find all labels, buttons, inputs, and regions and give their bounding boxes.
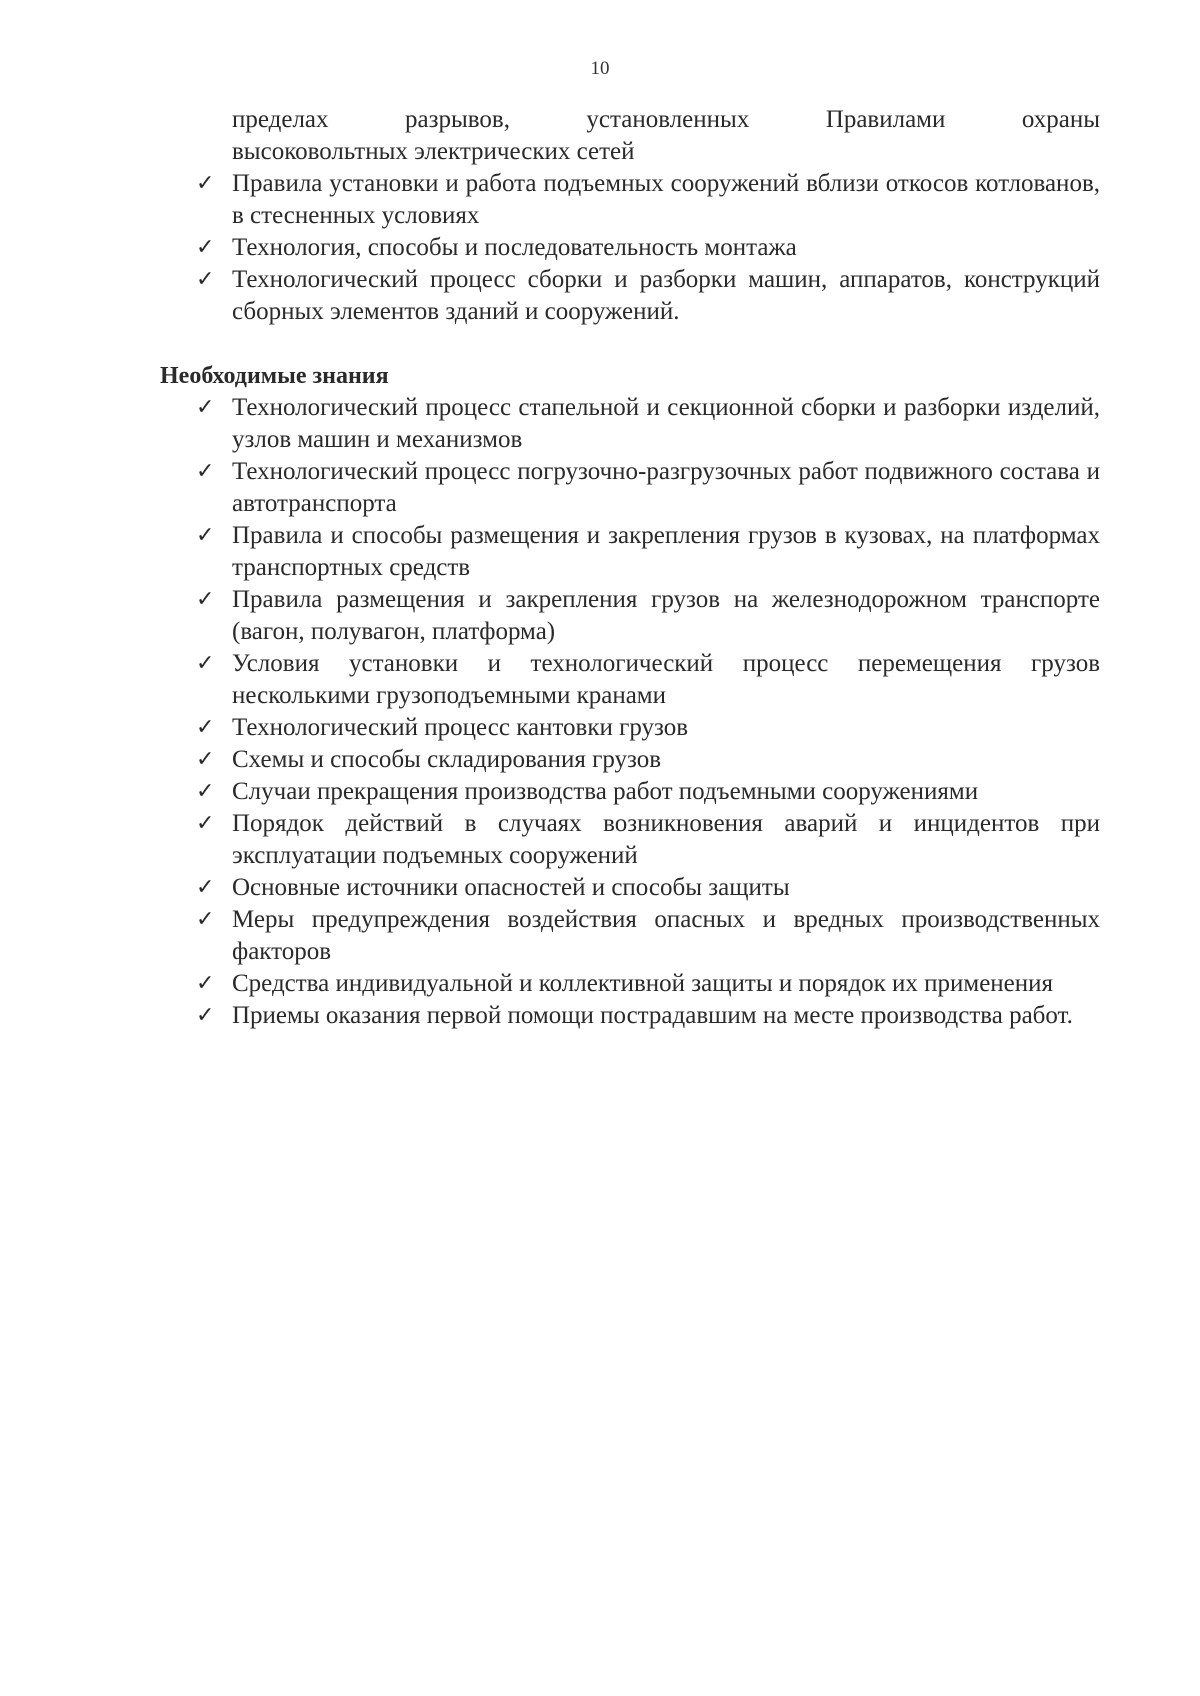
list-item bbox=[160, 264, 1100, 328]
top-checklist bbox=[160, 168, 1100, 328]
checkmark-icon: ✓ bbox=[196, 235, 215, 260]
list-item bbox=[160, 168, 1100, 232]
list-item bbox=[160, 584, 1100, 648]
list-item bbox=[160, 456, 1100, 520]
list-item-text: Правила размещения и закрепления грузов на железнодорожном транспорте (вагон, полувагон, платформа) bbox=[232, 586, 1100, 645]
list-item bbox=[160, 968, 1100, 1000]
list-item-text: Случаи прекращения производства работ подъемными сооружениями bbox=[232, 778, 979, 805]
list-item-text: Средства индивидуальной и коллективной защиты и порядок их применения bbox=[232, 970, 1054, 997]
list-item-text: Схемы и способы складирования грузов bbox=[232, 746, 662, 773]
list-item bbox=[160, 712, 1100, 744]
checkmark-icon: ✓ bbox=[196, 907, 215, 932]
checkmark-icon: ✓ bbox=[196, 395, 215, 420]
checkmark-icon: ✓ bbox=[196, 715, 215, 740]
list-item bbox=[160, 808, 1100, 872]
list-item bbox=[160, 776, 1100, 808]
list-item bbox=[160, 232, 1100, 264]
list-item bbox=[160, 520, 1100, 584]
list-item-text: Технологический процесс погрузочно-разгрузочных работ подвижного состава и автотранспорта bbox=[232, 458, 1100, 517]
checkmark-icon: ✓ bbox=[196, 267, 215, 292]
list-item-text: Порядок действий в случаях возникновения аварий и инцидентов при эксплуатации подъемных сооружений bbox=[232, 810, 1100, 869]
checkmark-icon: ✓ bbox=[196, 971, 215, 996]
list-item-text: Технологический процесс кантовки грузов bbox=[232, 714, 689, 741]
checkmark-icon: ✓ bbox=[196, 651, 215, 676]
list-item bbox=[160, 648, 1100, 712]
checkmark-icon: ✓ bbox=[196, 459, 215, 484]
checkmark-icon: ✓ bbox=[196, 587, 215, 612]
checkmark-icon: ✓ bbox=[196, 523, 215, 548]
checkmark-icon: ✓ bbox=[196, 779, 215, 804]
list-item bbox=[160, 392, 1100, 456]
list-item-text: Условия установки и технологический процесс перемещения грузов несколькими грузоподъемными кранами bbox=[232, 650, 1100, 709]
list-item bbox=[160, 872, 1100, 904]
list-item-text: Технология, способы и последовательность монтажа bbox=[232, 234, 797, 261]
page-number: 10 bbox=[590, 58, 610, 79]
list-item-text: Правила и способы размещения и закрепления грузов в кузовах, на платформах транспортных средств bbox=[232, 522, 1100, 581]
checkmark-icon: ✓ bbox=[196, 171, 215, 196]
knowledge-checklist bbox=[160, 392, 1100, 1032]
continued-paragraph bbox=[232, 104, 1100, 168]
list-item bbox=[160, 744, 1100, 776]
list-item-text: Меры предупреждения воздействия опасных и вредных производственных факторов bbox=[232, 906, 1100, 965]
checkmark-icon: ✓ bbox=[196, 875, 215, 900]
continued-line-1: пределах разрывов, установленных Правилами охраны bbox=[232, 106, 1100, 133]
section-title: Необходимые знания bbox=[160, 363, 389, 389]
list-item-text: Правила установки и работа подъемных сооружений вблизи откосов котлованов, в стесненных условиях bbox=[232, 170, 1100, 229]
list-item-text: Технологический процесс стапельной и секционной сборки и разборки изделий, узлов машин и механизмов bbox=[232, 394, 1100, 453]
document-body bbox=[160, 104, 1100, 1032]
checkmark-icon: ✓ bbox=[196, 811, 215, 836]
list-item-text: Приемы оказания первой помощи пострадавшим на месте производства работ. bbox=[232, 1002, 1073, 1029]
list-item bbox=[160, 904, 1100, 968]
list-item-text: Технологический процесс сборки и разборки машин, аппаратов, конструкций сборных элементов зданий и сооружений. bbox=[232, 266, 1100, 325]
list-item bbox=[160, 1000, 1100, 1032]
list-item-text: Основные источники опасностей и способы защиты bbox=[232, 874, 790, 901]
checkmark-icon: ✓ bbox=[196, 747, 215, 772]
continued-line-2: высоковольтных электрических сетей bbox=[232, 138, 635, 165]
checkmark-icon: ✓ bbox=[196, 1003, 215, 1028]
